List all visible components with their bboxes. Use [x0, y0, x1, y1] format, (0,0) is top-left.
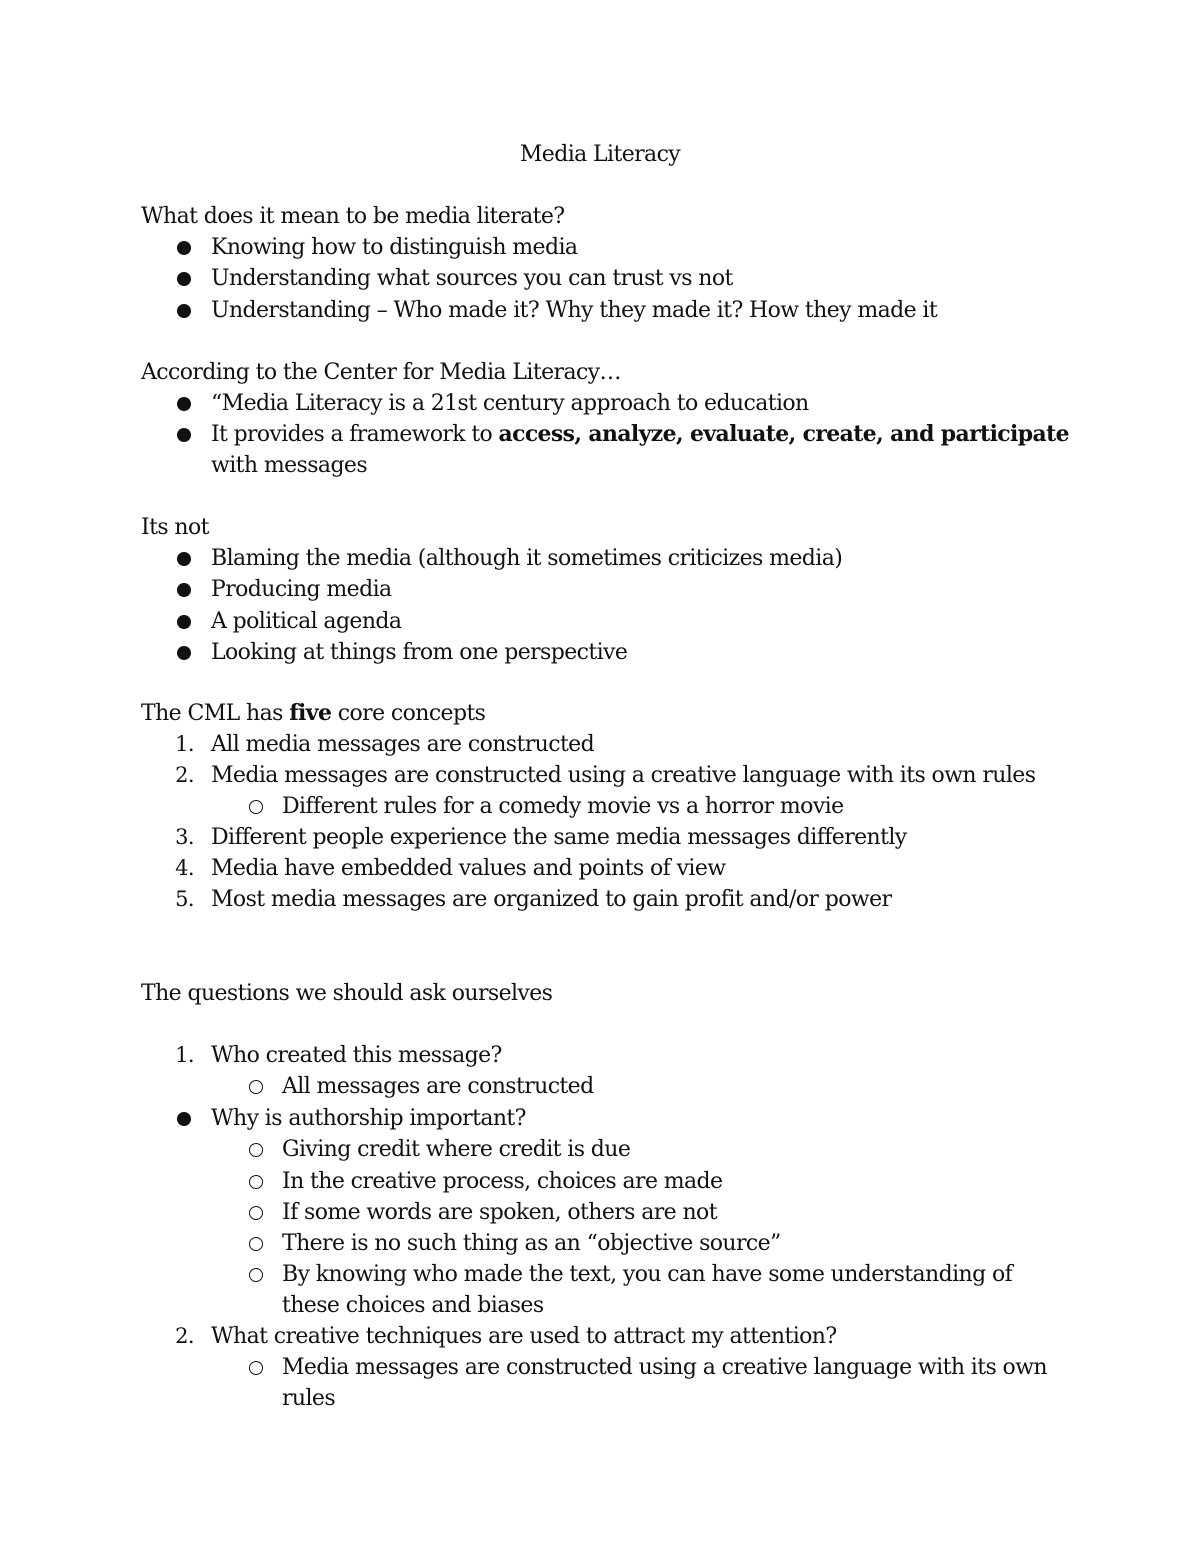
heading-bold-text: five [289, 700, 332, 726]
section-heading [141, 698, 485, 729]
bullet-icon [177, 397, 191, 411]
bullet-icon [177, 1112, 191, 1126]
section-heading: What does it mean to be media literate? [141, 204, 565, 229]
sub-list-item-continuation: these choices and biases [282, 1293, 544, 1318]
sub-list-item: In the creative process, choices are made [282, 1169, 723, 1194]
list-number: 2. [175, 1324, 194, 1348]
bullet-icon [177, 583, 191, 597]
list-item-text: It provides a framework to [211, 422, 499, 447]
bullet-icon [177, 428, 191, 442]
bullet-icon [177, 272, 191, 286]
sub-bullet-icon [249, 800, 263, 814]
list-item: Different people experience the same media messages differently [211, 825, 907, 850]
list-number: 4. [175, 856, 194, 880]
list-number: 3. [175, 825, 194, 849]
sub-list-item: By knowing who made the text, you can have some understanding of [282, 1262, 1013, 1287]
list-number: 2. [175, 763, 194, 787]
bullet-icon [177, 552, 191, 566]
bullet-icon [177, 646, 191, 660]
heading-text: The CML has [141, 701, 290, 726]
list-item: What creative techniques are used to attract my attention? [211, 1324, 837, 1349]
list-item: Understanding what sources you can trust vs not [211, 266, 733, 291]
list-item: “Media Literacy is a 21st century approach to education [211, 391, 809, 416]
list-item: Producing media [211, 577, 392, 602]
section-heading: According to the Center for Media Literacy… [141, 360, 621, 385]
sub-bullet-icon [249, 1080, 263, 1094]
list-number: 1. [175, 732, 194, 756]
bullet-icon [177, 615, 191, 629]
sub-list-item: All messages are constructed [282, 1074, 594, 1099]
sub-list-item: Media messages are constructed using a creative language with its own [282, 1355, 1047, 1380]
list-item [211, 419, 1069, 450]
list-item: Media have embedded values and points of view [211, 856, 726, 881]
section-heading: The questions we should ask ourselves [141, 981, 553, 1006]
sub-list-item: Giving credit where credit is due [282, 1137, 631, 1162]
section-heading: Its not [141, 515, 209, 540]
list-item: A political agenda [211, 609, 402, 634]
sub-bullet-icon [249, 1206, 263, 1220]
sub-bullet-icon [249, 1268, 263, 1282]
list-item-bold-text: access, analyze, evaluate, create, and participate [498, 421, 1069, 447]
sub-bullet-icon [249, 1175, 263, 1189]
page-title: Media Literacy [519, 142, 681, 167]
sub-bullet-icon [249, 1361, 263, 1375]
list-item: Knowing how to distinguish media [211, 235, 578, 260]
list-item: Media messages are constructed using a creative language with its own rules [211, 763, 1036, 788]
sub-list-item: If some words are spoken, others are not [282, 1200, 717, 1225]
sub-list-item-continuation: rules [282, 1386, 336, 1411]
sub-bullet-icon [249, 1237, 263, 1251]
bullet-icon [177, 241, 191, 255]
list-item: Why is authorship important? [211, 1106, 526, 1131]
list-item: Blaming the media (although it sometimes criticizes media) [211, 546, 843, 571]
sub-list-item: Different rules for a comedy movie vs a horror movie [282, 794, 844, 819]
list-item: Who created this message? [211, 1043, 502, 1068]
list-item: All media messages are constructed [211, 732, 595, 757]
list-number: 1. [175, 1043, 194, 1067]
list-item: Most media messages are organized to gain profit and/or power [211, 887, 892, 912]
list-item: Looking at things from one perspective [211, 640, 628, 665]
list-item-continuation: with messages [211, 453, 368, 478]
heading-text: core concepts [331, 701, 486, 726]
bullet-icon [177, 304, 191, 318]
sub-bullet-icon [249, 1143, 263, 1157]
sub-list-item: There is no such thing as an “objective source” [282, 1231, 781, 1256]
list-item: Understanding – Who made it? Why they made it? How they made it [211, 298, 938, 323]
list-number: 5. [175, 887, 194, 911]
